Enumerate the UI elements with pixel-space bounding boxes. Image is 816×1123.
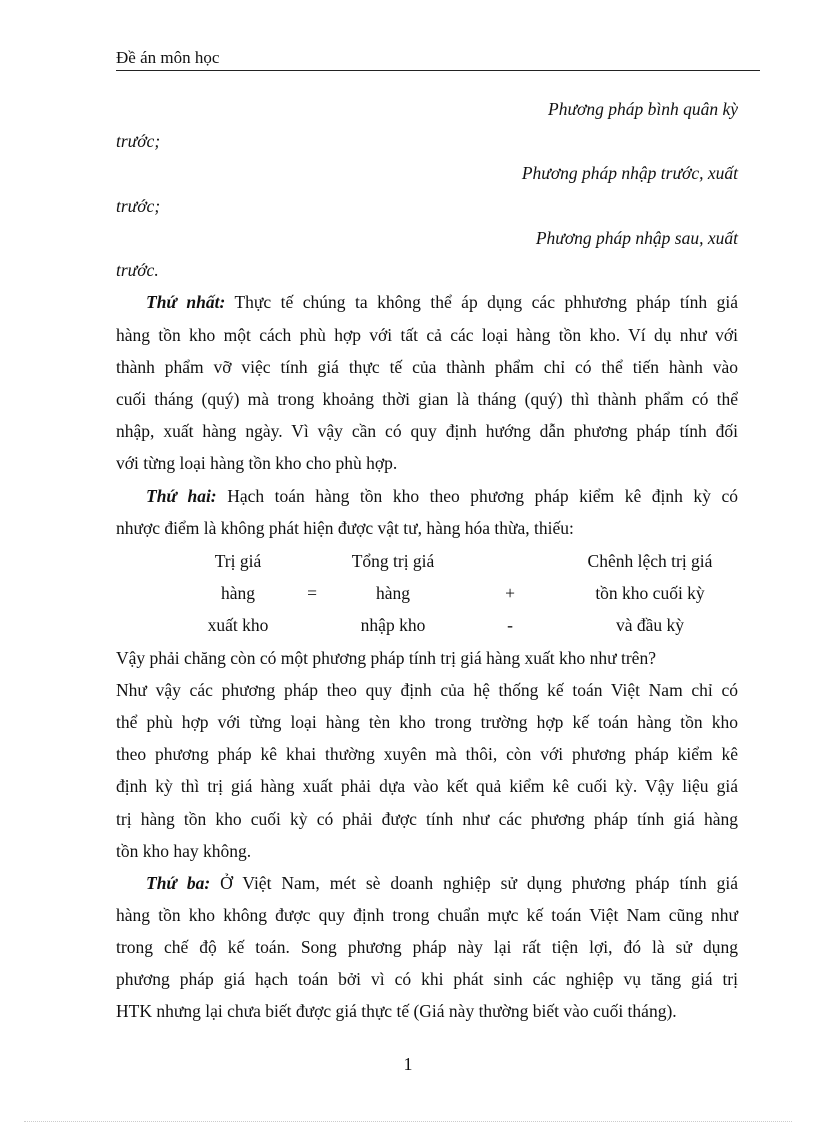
para3-line: Như vậy các phương pháp theo quy định của hệ thống kế toán Việt Nam chỉ có [116,680,738,700]
para1-last-line: với từng loại hàng tồn kho cho phù hợp. [116,453,398,473]
formula-col2-line: hàng [375,583,411,603]
formula-col2-line: nhập kho [360,615,426,635]
formula-col3-line: Chênh lệch trị giá [587,551,713,571]
formula-plus: + [505,583,515,603]
para4-line: hàng tồn kho không được quy định trong chuẩn mực kế toán Việt Nam cũng như [116,905,738,925]
formula-col3-line: tồn kho cuối kỳ [595,583,705,603]
para1-first-line: Thứ nhất: Thực tế chúng ta không thể áp dụng các phhương pháp tính giá [146,292,738,312]
page-bottom-divider [24,1121,792,1122]
formula-equals: = [307,583,317,603]
para1-lead: Thứ nhất: [146,292,226,312]
para4-lead: Thứ ba: [146,873,211,893]
para3-line: theo phương pháp kê khai thường xuyên mà thôi, còn với phương pháp kiểm kê [116,744,738,764]
para2-last-line: nhược điểm là không phát hiện được vật tư, hàng hóa thừa, thiếu: [116,518,574,538]
para1-line: thành phẩm vỡ việc tính giá thực tế của thành phẩm chỉ có thể tiến hành vào [116,357,738,377]
formula-minus: - [507,615,513,635]
header-title: Đề án môn học [116,48,220,67]
formula-col1-line: Trị giá [214,551,262,571]
para4-line: phương pháp giá hạch toán bởi vì có khi phát sinh các nghiệp vụ tăng giá trị [116,969,738,989]
method-3: Phương pháp nhập sau, xuất [535,228,738,248]
para3-line: định kỳ thì trị giá hàng xuất phải dựa vào kết quả kiểm kê cuối kỳ. Vậy liệu giá [116,776,738,796]
method-3-tail: trước. [116,260,159,280]
page-header [116,48,760,71]
para2-first-line: Thứ hai: Hạch toán hàng tồn kho theo phương pháp kiểm kê định kỳ có [146,486,738,506]
para4-first-line: Thứ ba: Ở Việt Nam, mét sè doanh nghiệp sử dụng phương pháp tính giá [146,873,738,893]
formula-col2-line: Tổng trị giá [351,551,435,571]
formula-col1-line: hàng [220,583,256,603]
formula-col3-line: và đầu kỳ [615,615,685,635]
para2-lead: Thứ hai: [146,486,217,506]
para1-line: hàng tồn kho một cách phù hợp với tất cả các loại hàng tồn kho. Ví dụ như với [116,325,738,345]
method-1-tail: trước; [116,131,161,151]
method-2: Phương pháp nhập trước, xuất [521,163,738,183]
para3-last-line: tồn kho hay không. [116,841,252,861]
method-2-tail: trước; [116,196,161,216]
method-1: Phương pháp bình quân kỳ [548,99,738,119]
formula-col1-line: xuất kho [207,615,269,635]
para1-line: nhập, xuất hàng ngày. Vì vậy cần có quy định hướng dẫn phương pháp tính đối [116,421,738,441]
question-line: Vậy phải chăng còn có một phương pháp tính trị giá hàng xuất kho như trên? [116,648,656,668]
para3-line: trị hàng tồn kho cuối kỳ có phải được tính như các phương pháp tính giá hàng [116,809,738,829]
page-number: 1 [403,1054,413,1074]
para4-line: trong chế độ kế toán. Song phương pháp này lại rất tiện lợi, đó là sử dụng [116,937,738,957]
para3-line: thể phù hợp với từng loại hàng tèn kho trong trường hợp kế toán hàng tồn kho [116,712,738,732]
para4-last-line: HTK nhưng lại chưa biết được giá thực tế (Giá này thường biết vào cuối tháng). [116,1001,677,1021]
para1-line: cuối tháng (quý) mà trong khoảng thời gian là tháng (quý) thì thành phẩm có thể [116,389,738,409]
